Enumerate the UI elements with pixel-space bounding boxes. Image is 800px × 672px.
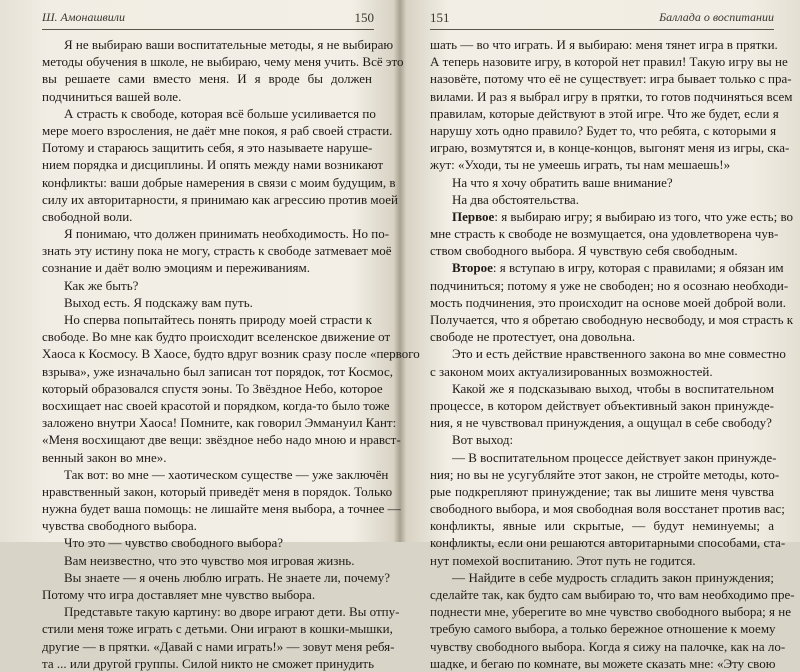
text-line: знать эту истину пока не могу, страсть к свободе затмевает моё	[42, 243, 392, 259]
text-line: Как же быть?	[64, 277, 139, 293]
text-line: шадке, и бегаю по комнате, вы можете сказать мне: «Эту свою	[430, 655, 776, 671]
text-line: жут: «Уходи, ты не умеешь играть, ты нам мешаешь!»	[430, 157, 731, 173]
text-line: восхищает нас своей красотой и порядком, когда-то было тоже	[42, 397, 390, 413]
text-line: конфликты, если они решаются авторитарными способами, ста-	[430, 535, 786, 551]
text-line: сделайте так, как будто сам выбираю то, что вам необходимо пре-	[430, 587, 795, 602]
text-line: венный закон во мне».	[42, 449, 167, 465]
text-line: подчиниться вашей воле.	[42, 88, 182, 104]
text-line: Представьте такую картину: во дворе играют дети. Вы отпу-	[64, 604, 400, 620]
text-line: свободной воли.	[42, 208, 133, 224]
text-line: конфликты: ваши добрые намерения в связи с моим будущим, в	[42, 174, 396, 190]
text-line: подчиниться; потому я уже не свободен; но я осознаю необходи-	[430, 277, 789, 293]
text-line: Потому что игра доставляет мне чувство выбора.	[42, 587, 316, 602]
text-line: играю, возмутятся и, в конце-концов, выгонят меня из игры, ска-	[430, 140, 790, 156]
text-line: На два обстоятельства.	[452, 191, 579, 207]
text-line	[430, 208, 794, 225]
text-line: — Найдите в себе мудрость сгладить закон принуждения;	[452, 569, 774, 585]
text-line: Вы знаете — я очень люблю играть. Не знаете ли, почему?	[64, 569, 390, 585]
text-line: Потому и стараюсь защитить себя, я это называете наруше-	[42, 140, 373, 156]
text-line: Так вот: во мне — хаотическом существе — уже заключён	[64, 466, 389, 482]
text-line: методы обучения в школе, не выбираю, чему меня учить. Всё это	[42, 54, 404, 70]
bold-term: Второе	[452, 260, 493, 276]
right-page-text	[430, 36, 795, 672]
text-line: нужна будет ваша помощь: не лишайте меня выбора, а точнее —	[42, 501, 401, 517]
text-line: ством свободного выбора. Я чувствую себя свободным.	[430, 243, 738, 259]
text-line: рые подкрепляют принуждение; так вы лишите меня чувства	[430, 483, 774, 499]
text-line: ния, я не чувствовал принуждения, а ощущал в себе свободу?	[430, 415, 772, 431]
text-line: мне страсть к свободе не возмущается, она удовлетворена чув-	[430, 226, 779, 242]
text-line: Я не выбираю ваши воспитательные методы, я не выбираю	[64, 37, 394, 52]
page-number-left: 150	[354, 10, 374, 25]
text-line: Вот выход:	[452, 432, 514, 448]
text-line: Это и есть действие нравственного закона во мне совместно	[452, 346, 786, 362]
text-line: назовёте, потому что её не существует: игра бывает только с пра-	[430, 71, 792, 87]
text-line: конфликты, явные или скрытые, — будут неминуемы; а	[430, 518, 774, 534]
running-head-title: Баллада о воспитании	[659, 10, 774, 24]
text-line: с законом моих актуализированных возможностей.	[430, 363, 713, 379]
text-line: вы решаете сами вместо меня. И я вроде бы должен	[42, 71, 372, 87]
text-line: свободе не протестует, она довольна.	[430, 329, 636, 345]
running-head-author: Ш. Амонашвили	[42, 10, 125, 24]
text-line: А теперь назовите игру, в которой нет правил! Такую игру вы не	[430, 54, 788, 70]
running-head-left	[42, 10, 374, 30]
running-head-right	[430, 10, 774, 30]
text-line: нием порядка и дисциплины. И опять между нами возникают	[42, 157, 384, 173]
text-line: нарушу хоть одно правило? Будет то, что ребята, с которыми я	[430, 122, 777, 138]
header-rule	[42, 29, 374, 30]
text-line: «Меня восхищают две вещи: звёздное небо надо мною и нравст-	[42, 432, 401, 448]
text-line: заложено внутри Хаоса! Помните, как говорил Эммануил Кант:	[42, 415, 397, 431]
text-line: мере моего взросления, не даёт мне покоя, я раб своей страсти.	[42, 122, 393, 138]
text-line: чувству свободного выбора. Когда я сижу на палочке, как на ло-	[430, 638, 786, 654]
right-page	[402, 0, 800, 671]
text-line: шать — во что играть. И я выбираю: меня тянет игра в прятки.	[430, 37, 778, 52]
text-line: вилами. И раз я выбрал игру в прятки, то готов подчиняться всем	[430, 88, 793, 104]
text-line: Я понимаю, что должен принимать необходимость. Но по-	[64, 226, 390, 242]
text-line: Что это — чувство свободного выбора?	[64, 535, 284, 551]
text-line: Хаоса к Космосу. В Хаосе, будто вдруг возник сразу после «первого	[42, 346, 420, 362]
text-line: сознание и даёт волю эмоциям и переживаниям.	[42, 260, 310, 276]
bold-term: Первое	[452, 208, 495, 224]
text-line: Получается, что я обретаю свободную несвободу, и моя страсть к	[430, 312, 794, 327]
text-line: На что я хочу обратить ваше внимание?	[452, 174, 673, 190]
text-line: нут помехой воспитанию. Этот путь не годится.	[430, 552, 696, 568]
text-line: поднести мне, уберегите во мне чувство свободного выбора; я не	[430, 604, 791, 620]
text-line: Вам неизвестно, что это чувство моя игровая жизнь.	[64, 552, 355, 568]
text-line: та ... или другой группы. Силой никто не сможет принудить	[42, 655, 375, 671]
line-text: : я выбираю игру; я выбираю из того, что уже есть; во	[494, 208, 794, 224]
text-line: А страсть к свободе, которая всё больше усиливается по	[64, 105, 376, 121]
page-number-right: 151	[430, 10, 450, 25]
text-line: взрыва», уже изначально был записан тот порядок, тот Космос,	[42, 363, 393, 379]
text-line: свободного выбора, и моя свободная воля восстанет против вас;	[430, 501, 785, 517]
text-line: — В воспитательном процессе действует закон принужде-	[452, 449, 777, 465]
text-line: Выход есть. Я подскажу вам путь.	[64, 294, 253, 310]
text-line: который образовался спустя эоны. То Звёздное Небо, которое	[42, 380, 383, 396]
text-line: свободе. Во мне как будто происходит вселенское движение от	[42, 329, 391, 345]
text-line: мость подчинения, это происходит на основе моей доброй воли.	[430, 294, 786, 310]
text-line: Какой же я подсказываю выход, чтобы в воспитательном	[452, 380, 774, 396]
text-line: требую самого выбора, а только бережное отношение к моему	[430, 621, 776, 637]
line-text: : я вступаю в игру, которая с правилами; я обязан им	[492, 260, 784, 276]
text-line: правилам, которые действуют в этой игре. Что же будет, если я	[430, 105, 779, 121]
text-line: стили меня тоже играть с детьми. Они играют в кошки-мышки,	[42, 621, 393, 637]
left-page-text	[42, 36, 420, 672]
text-line: процессе, в котором действует объективный закон принужде-	[430, 397, 774, 413]
text-line: Но сперва попытайтесь понять природу моей страсти к	[64, 312, 372, 327]
text-line: силу их авторитарности, я принимаю как агрессию против моей	[42, 191, 398, 207]
text-line: ния; но вы не усугубляйте этот закон, не стройте методы, кото-	[430, 466, 780, 482]
text-line: чувства свободного выбора.	[42, 518, 197, 534]
text-line	[430, 259, 784, 276]
header-rule	[430, 29, 774, 30]
text-line: нравственный закон, который приведёт меня в порядок. Только	[42, 483, 393, 499]
text-line: другие — в прятки. «Давай с нами играть!» — зовут меня ребя-	[42, 638, 395, 654]
